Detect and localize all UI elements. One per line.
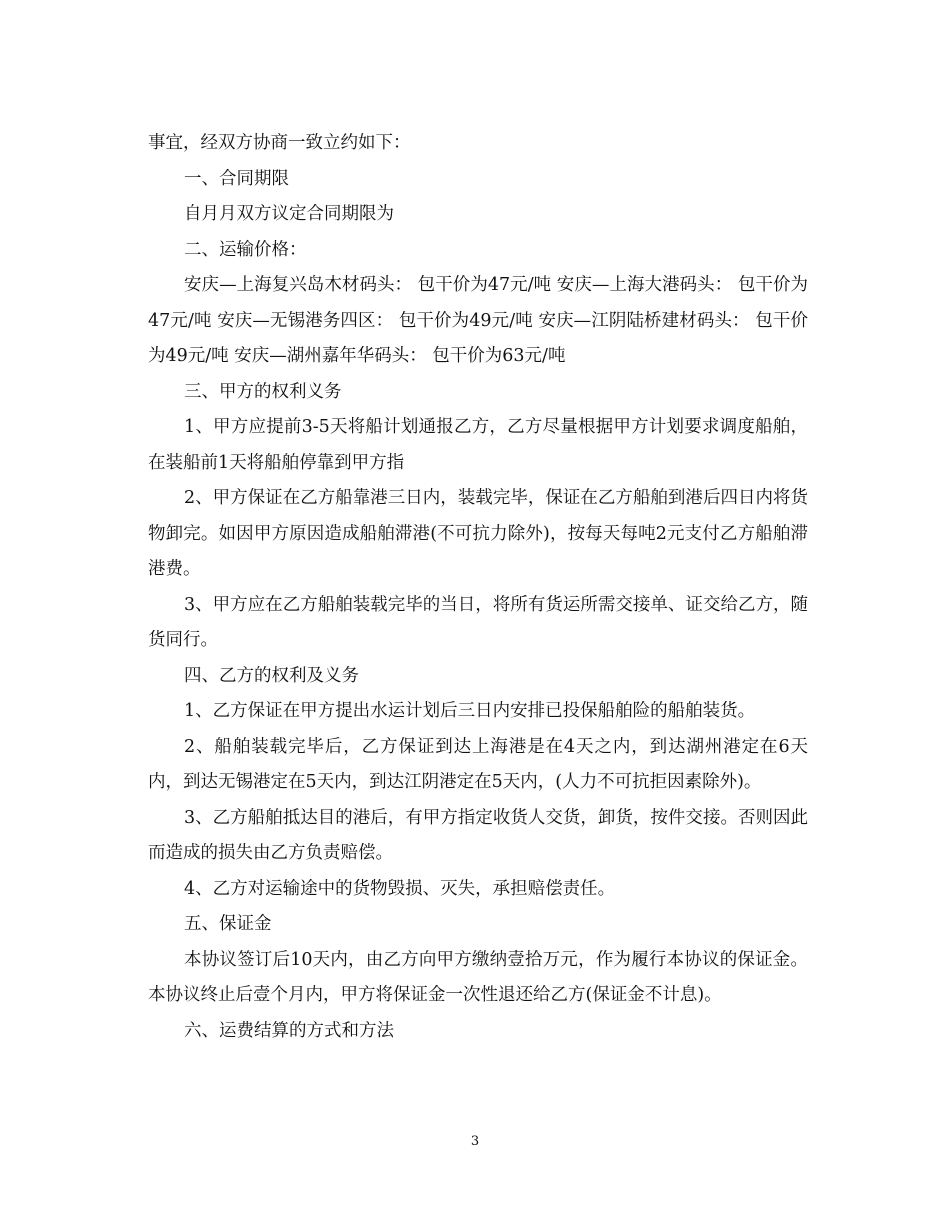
paragraph-intro: 事宜，经双方协商一致立约如下： [148, 133, 411, 153]
paragraph-party-a-item-2: 2、甲方保证在乙方船靠港三日内，装载完毕，保证在乙方船舶到港后四日内将货物卸完。如因甲方原因造成船舶滞港(不可抗力除外)，按每天每吨2元支付乙方船舶滞港费。 [148, 488, 808, 579]
paragraph-party-b-item-4: 4、乙方对运输途中的货物毁损、灭失，承担赔偿责任。 [184, 878, 616, 899]
heading-party-a-obligations: 三、甲方的权利义务 [184, 381, 342, 402]
heading-freight-settlement: 六、运费结算的方式和方法 [184, 1020, 394, 1041]
heading-transport-price: 二、运输价格： [184, 239, 307, 260]
paragraph-party-b-item-2: 2、船舶装载完毕后，乙方保证到达上海港是在4天之内，到达湖州港定在6天内，到达无锡港定在5天内，到达江阴港定在5天内，(人力不可抗拒因素除外)。 [148, 736, 808, 792]
paragraph-party-a-item-1: 1、甲方应提前3-5天将船计划通报乙方，乙方尽量根据甲方计划要求调度船舶，在装船前1天将船舶停靠到甲方指 [148, 417, 808, 473]
document-body [148, 126, 808, 1049]
paragraph-party-b-item-3: 3、乙方船舶抵达目的港后，有甲方指定收货人交货，卸货，按件交接。否则因此而造成的损失由乙方负责赔偿。 [148, 807, 808, 863]
paragraph-deposit: 本协议签订后10天内，由乙方向甲方缴纳壹拾万元，作为履行本协议的保证金。本协议终止后壹个月内，甲方将保证金一次性退还给乙方(保证金不计息)。 [148, 949, 808, 1005]
heading-deposit: 五、保证金 [184, 914, 272, 934]
paragraph-party-a-item-3: 3、甲方应在乙方船舶装载完毕的当日，将所有货运所需交接单、证交给乙方，随货同行。 [148, 594, 808, 650]
heading-contract-term: 一、合同期限 [184, 168, 289, 189]
paragraph-transport-price: 安庆—上海复兴岛木材码头： 包干价为47元/吨 安庆—上海大港码头： 包干价为47元/吨 安庆—无锡港务四区： 包干价为49元/吨 安庆—江阴陆桥建材码头： 包干价为49元/吨 安庆—湖州嘉年华码头： 包干价为63元/吨 [148, 275, 808, 366]
paragraph-contract-term: 自月月双方议定合同期限为 [184, 204, 394, 224]
paragraph-party-b-item-1: 1、乙方保证在甲方提出水运计划后三日内安排已投保船舶险的船舶装货。 [184, 701, 756, 721]
heading-party-b-obligations: 四、乙方的权利及义务 [184, 665, 359, 686]
page-number: 3 [470, 1134, 480, 1149]
